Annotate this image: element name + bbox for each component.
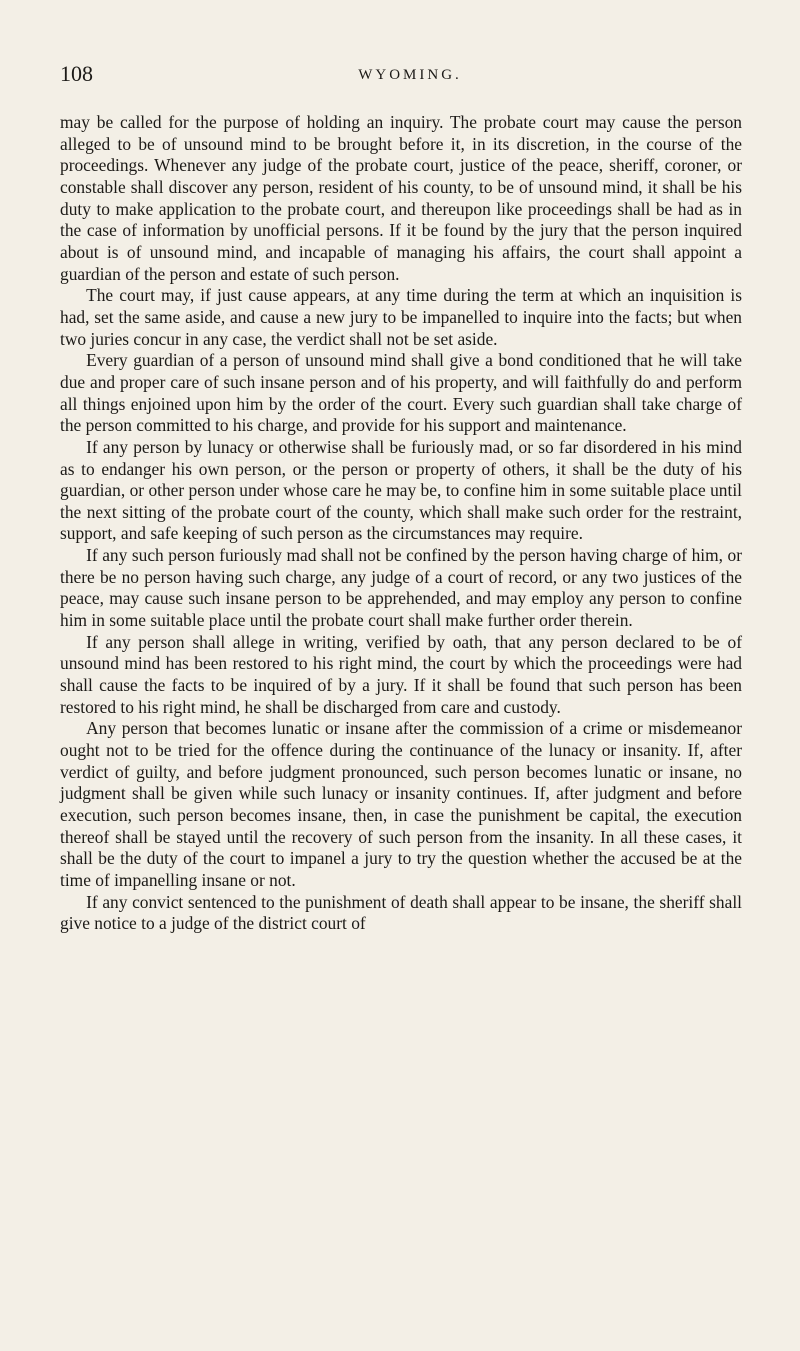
paragraph-restoration: If any person shall allege in writing, verified by oath, that any person declared to be of unsound mind has been restored to his right mind, the court by which the proceedings were had shall cause the facts to be inquired of by a jury. If it shall be found that such person has been restored to his right mind, he shall be discharged from care and custody. <box>60 631 742 717</box>
running-title: WYOMING. <box>358 67 462 83</box>
paragraph-convict-death-sentence: If any convict sentenced to the punishment of death shall appear to be insane, the sheriff shall give notice to a judge of the district court of <box>60 891 742 934</box>
page-body-text <box>60 112 742 935</box>
paragraph-new-jury: The court may, if just cause appears, at any time during the term at which an inquisition is had, set the same aside, and cause a new jury to be impanelled to inquire into the facts; but when two juries concur in any case, the verdict shall not be set aside. <box>60 285 742 349</box>
paragraph-guardian-bond: Every guardian of a person of unsound mind shall give a bond conditioned that he will take due and proper care of such insane person and of his property, and will faithfully do and perform all things enjoined upon him by the order of the court. Every such guardian shall take charge of the person committed to his charge, and provide for his support and maintenance. <box>60 350 742 436</box>
paragraph-insanity-after-crime: Any person that becomes lunatic or insane after the commission of a crime or misdemeanor ought not to be tried for the offence during the continuance of the lunacy or insanity. If, after verdict of guilty, and before judgment pronounced, such person becomes lunatic or insane, no judgment shall be given while such lunacy or insanity continues. If, after judgment and before execution, such person becomes insane, then, in case the punishment be capital, the execution thereof shall be stayed until the recovery of such person from the insanity. In all these cases, it shall be the duty of the court to impanel a jury to try the question whether the accused be at the time of impanelling insane or not. <box>60 718 742 890</box>
page-number: 108 <box>60 61 93 86</box>
paragraph-continuation: may be called for the purpose of holding an inquiry. The probate court may cause the person alleged to be of unsound mind to be brought before it, in its discretion, in the course of the proceedings. Whenever any judge of the probate court, justice of the peace, sheriff, coroner, or constable shall discover any person, resident of his county, to be of unsound mind, it shall be his duty to make application to the probate court, and thereupon like proceedings shall be had as in the case of information by unofficial persons. If it be found by the jury that the person inquired about is of unsound mind, and incapable of managing his affairs, the court shall appoint a guardian of the person and estate of such person. <box>60 112 742 284</box>
paragraph-unconfined-person: If any such person furiously mad shall not be confined by the person having charge of him, or there be no person having such charge, any judge of a court of record, or any two justices of the peace, may cause such insane person to be apprehended, and may employ any person to confine him in some suitable place until the probate court shall make further order therein. <box>60 545 742 631</box>
running-head <box>60 60 760 88</box>
paragraph-furiously-mad: If any person by lunacy or otherwise shall be furiously mad, or so far disordered in his mind as to endanger his own person, or the person or property of others, it shall be the duty of his guardian, or other person under whose care he may be, to confine him in some suitable place until the next sitting of the probate court of the county, which shall make such order for the restraint, support, and safe keeping of such person as the circumstances may require. <box>60 436 742 544</box>
